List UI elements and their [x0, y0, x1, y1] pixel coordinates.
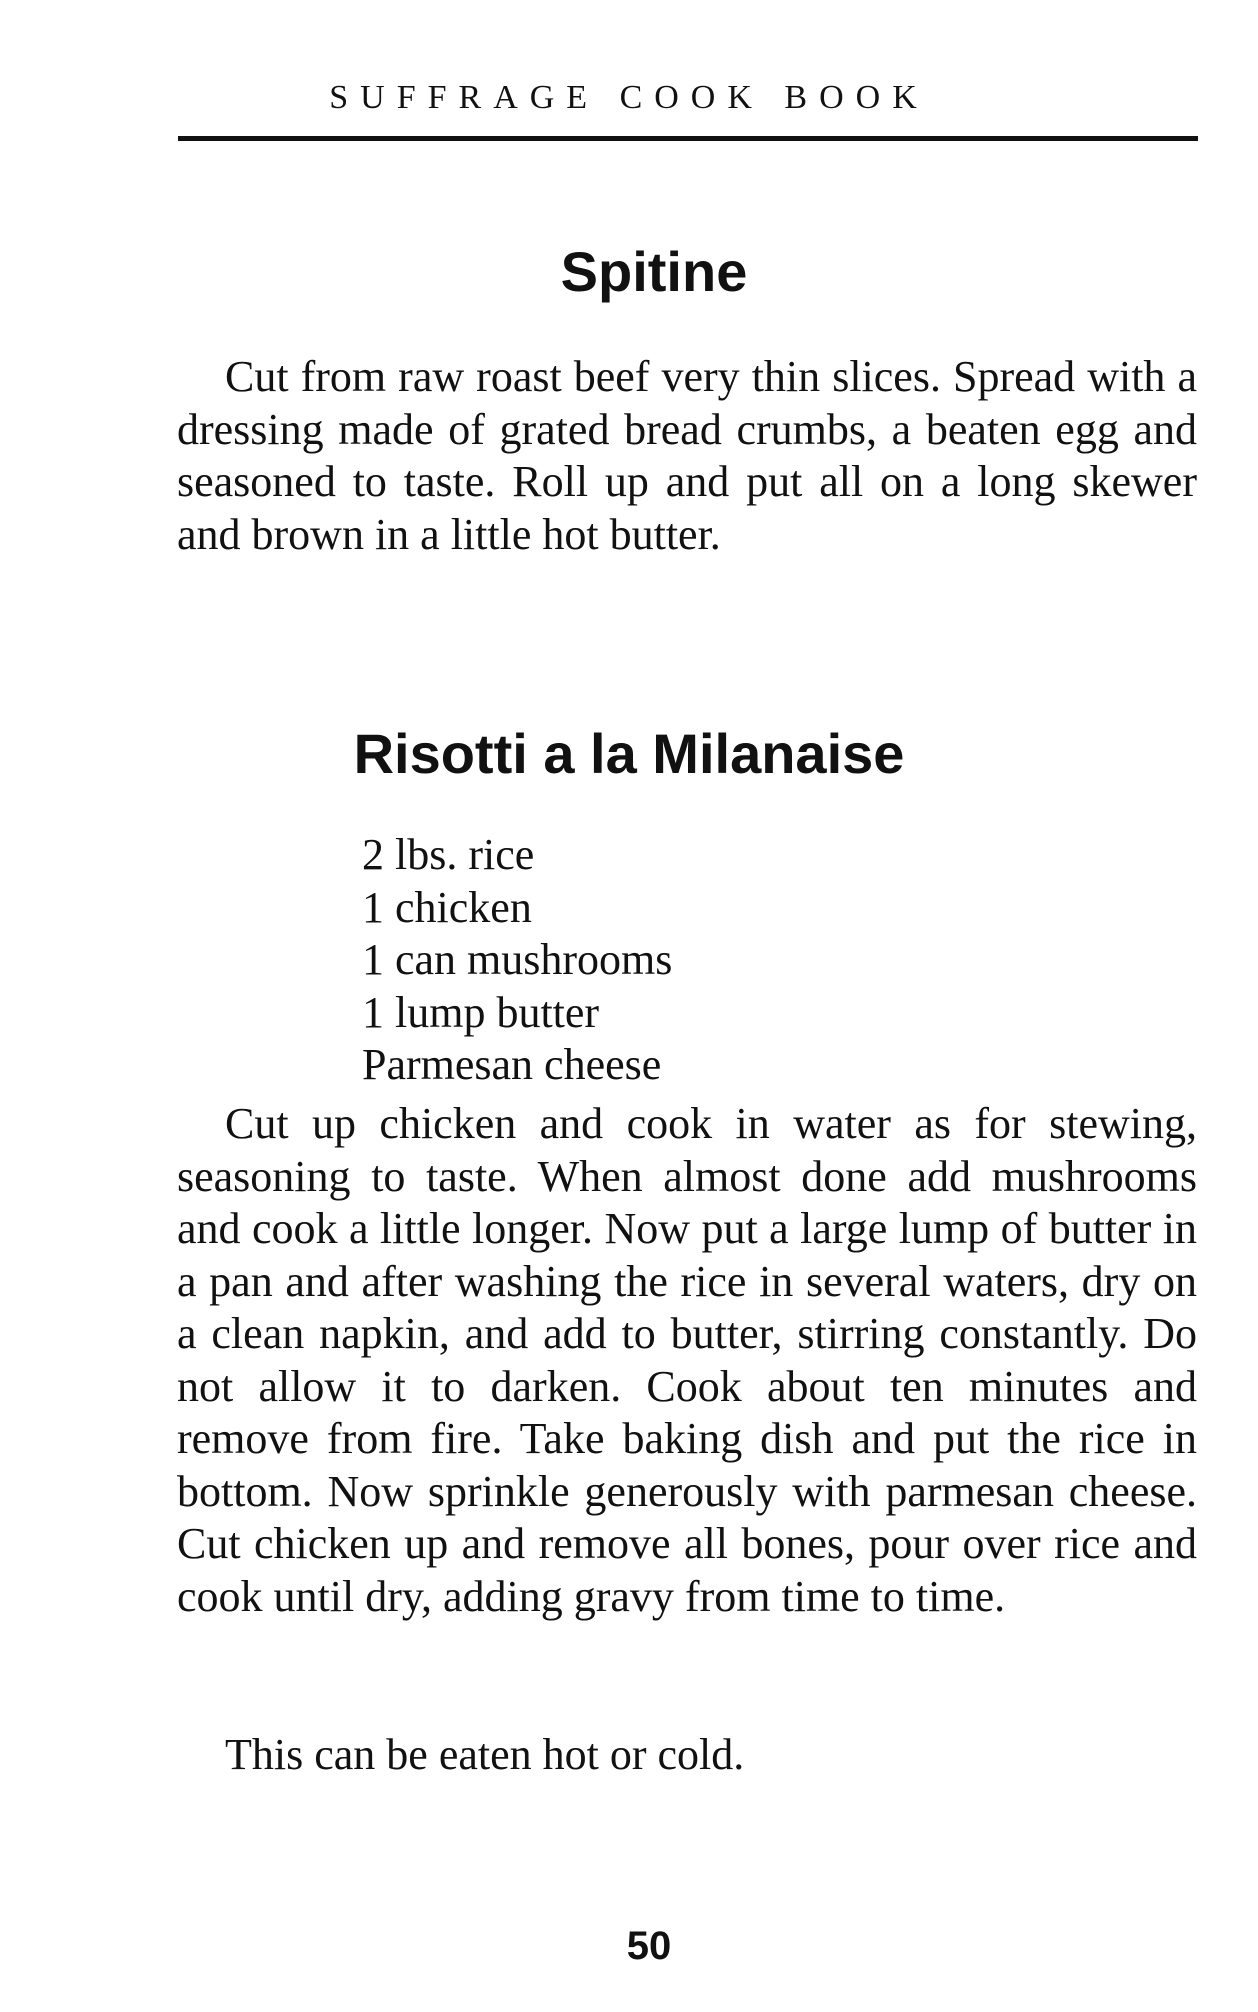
recipe-paragraph [177, 1098, 1197, 1623]
ingredient-item: 2 lbs. rice [362, 830, 535, 879]
recipe-paragraph [177, 351, 1197, 561]
ingredient-item: 1 chicken [362, 882, 532, 932]
ingredient-list [362, 829, 672, 1092]
ingredient-item: 1 lump butter [362, 987, 600, 1037]
recipe-title-spitine: Spitine [560, 240, 748, 303]
recipe-note: This can be eaten hot or cold. [225, 1730, 745, 1779]
page-number: 50 [626, 1924, 672, 1968]
running-head: SUFFRAGE COOK BOOK [329, 79, 929, 116]
header-rule [178, 136, 1198, 141]
paragraph-text: Cut up chicken and cook in water as for stewing, seasoning to taste. When almost done add mushrooms and cook a little longer. Now put a large lump of butter in a pan and after washing the rice in several waters, dry on a clean napkin, and add to butter, stirring constantly. Do not allow it to darken. Cook about ten minutes and remove from fire. Take baking dish and put the rice in bottom. Now sprinkle generously with parmesan cheese. Cut chicken up and remove all bones, pour over rice and cook until dry, adding gravy from time to time. [177, 1099, 1197, 1621]
paragraph-text: Cut from raw roast beef very thin slices. Spread with a dressing made of grated bread crumbs, a beaten egg and seasoned to taste. Roll up and put all on a long skewer and brown in a little hot butter. [177, 352, 1197, 559]
ingredient-item: 1 can mushrooms [362, 935, 673, 984]
ingredient-item: Parmesan cheese [362, 1040, 662, 1089]
recipe-title-risotti: Risotti a la Milanaise [353, 722, 905, 785]
